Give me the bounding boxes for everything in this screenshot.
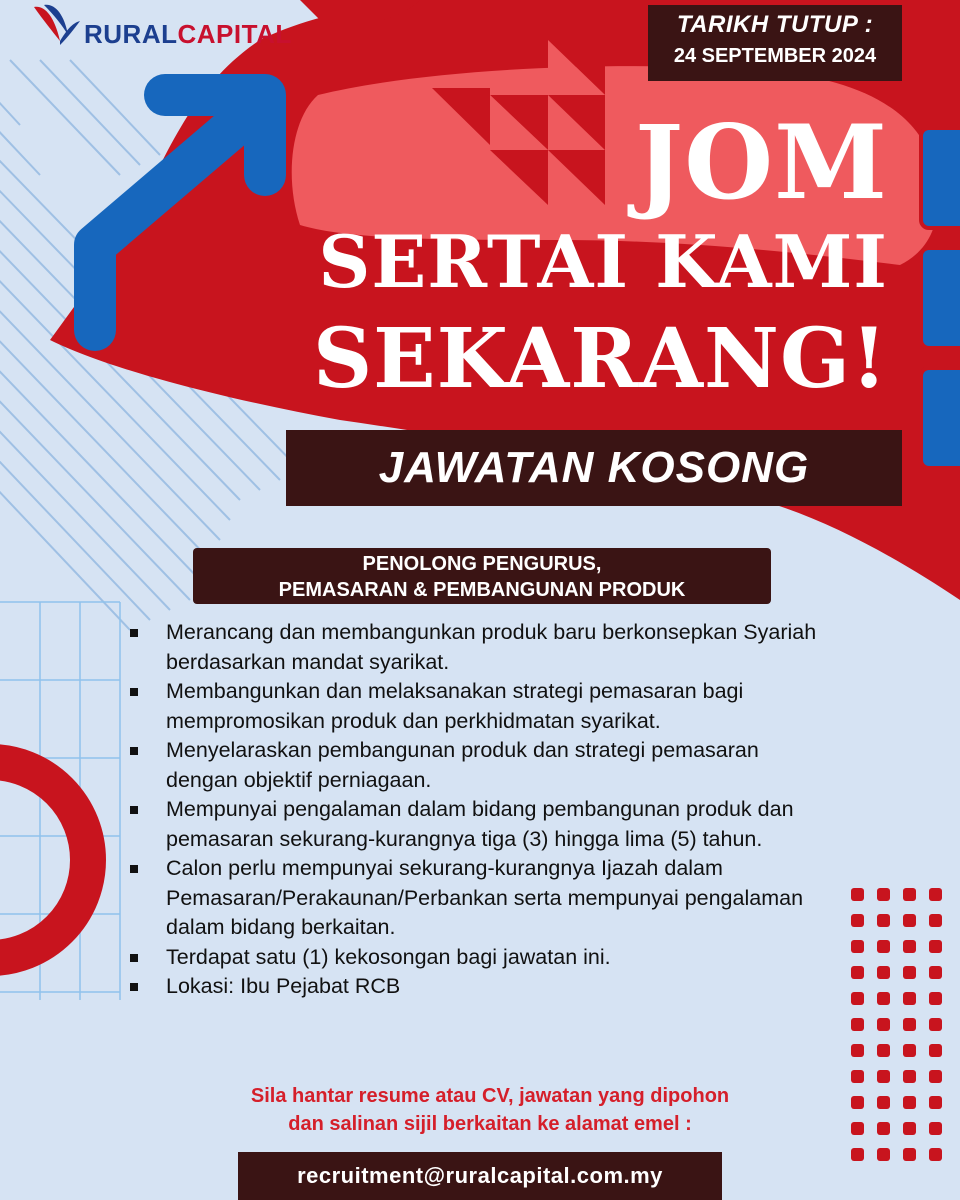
duties-list [128,618,828,1002]
list-item-text: Mempunyai pengalaman dalam bidang pembangunan produk dan pemasaran sekurang-kurangnya tiga (3) hingga lima (5) tahun. [166,797,794,851]
list-item [128,736,828,795]
deadline-label: TARIKH TUTUP : [676,11,874,38]
headline-line2: SERTAI KAMI [318,219,888,304]
list-item-text: Merancang dan membangunkan produk baru berkonsepkan Syariah berdasarkan mandat syarikat. [166,620,817,674]
list-item [128,943,828,973]
bullet-icon [130,747,138,755]
list-item [128,972,828,1002]
brand-name-part2: CAPITAL [177,18,292,49]
cta-line1: Sila hantar resume atau CV, jawatan yang dipohon [250,1085,730,1107]
headline-line1: JOM [634,103,888,223]
list-item-text: Membangunkan dan melaksanakan strategi pemasaran bagi mempromosikan produk dan perkhidmatan syarikat. [166,679,744,733]
email-address[interactable]: recruitment@ruralcapital.com.my [238,1152,722,1200]
list-item-text: Menyelaraskan pembangunan produk dan strategi pemasaran dengan objektif perniagaan. [166,738,759,792]
red-ring [0,762,88,958]
bullet-icon [130,688,138,696]
list-item [128,618,828,677]
bullet-icon [130,954,138,962]
subheading-banner: JAWATAN KOSONG [286,430,902,506]
list-item [128,677,828,736]
deadline-date: 24 SEPTEMBER 2024 [673,45,877,67]
deadline-box [648,5,902,81]
list-item [128,854,828,943]
dot-grid [851,888,942,1161]
position-title-line1: PENOLONG PENGURUS, [362,553,602,575]
headline-line3: SEKARANG! [312,311,888,407]
bullet-icon [130,629,138,637]
position-title [193,548,771,604]
list-item-text: Terdapat satu (1) kekosongan bagi jawatan ini. [166,944,611,969]
list-item [128,795,828,854]
call-to-action [130,1082,850,1138]
bullet-icon [130,983,138,991]
cta-line2: dan salinan sijil berkaitan ke alamat emel : [288,1113,692,1135]
brand-name [84,19,292,50]
blue-side-tabs [921,128,960,468]
position-title-line2: PEMASARAN & PEMBANGUNAN PRODUK [278,579,686,601]
list-item-text: Lokasi: Ibu Pejabat RCB [166,974,401,998]
rural-capital-logo-icon [30,1,82,53]
rural-capital-logo [30,0,292,54]
brand-name-part1: RURAL [84,18,178,49]
list-item-text: Calon perlu mempunyai sekurang-kurangnya Ijazah dalam Pemasaran/Perakaunan/Perbankan serta mempunyai pengalaman dalam bidang berkaitan. [166,856,804,939]
bullet-icon [130,806,138,814]
bullet-icon [130,865,138,873]
